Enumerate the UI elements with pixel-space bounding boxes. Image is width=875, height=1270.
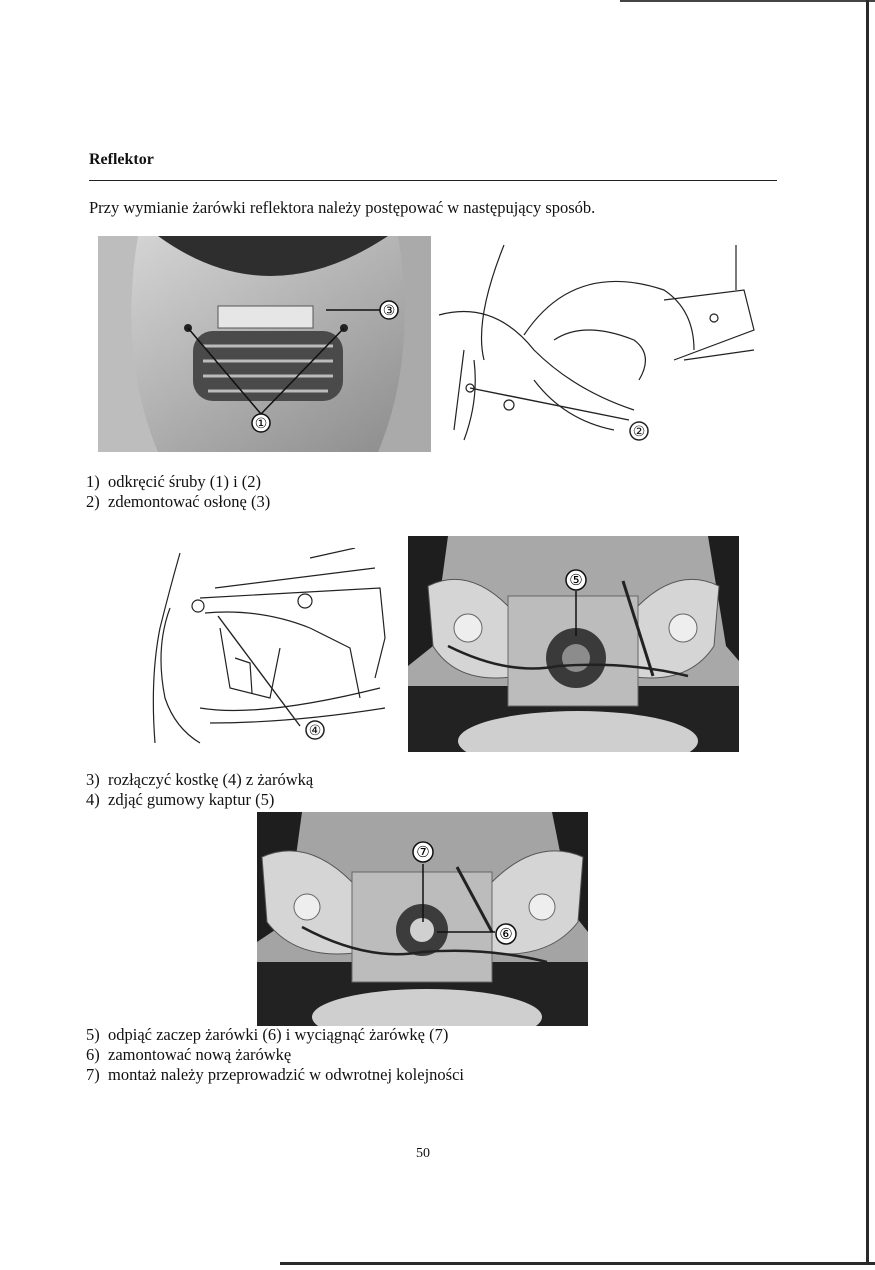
callout-2: ②	[632, 424, 646, 440]
callout-5: ⑤	[569, 571, 583, 589]
callout-3: ③	[382, 303, 396, 319]
step-5-number: 5)	[86, 1025, 100, 1044]
step-1	[86, 472, 261, 492]
figure-side-screw-drawing	[434, 240, 760, 458]
step-5	[86, 1025, 448, 1045]
figure-front-cover-photo	[98, 236, 431, 452]
figure-bulb-photo	[257, 812, 588, 1026]
step-4-number: 4)	[86, 790, 100, 809]
page-number: 50	[416, 1146, 430, 1161]
scan-edge-top	[620, 0, 875, 2]
step-7	[86, 1065, 464, 1085]
step-3-number: 3)	[86, 770, 100, 789]
heading-rule	[89, 180, 777, 181]
callout-6: ⑥	[499, 925, 513, 943]
step-3	[86, 770, 313, 790]
scan-edge-right	[866, 0, 869, 1262]
intro-text: Przy wymianie żarówki reflektora należy postępować w następujący sposób.	[89, 198, 596, 217]
step-2-number: 2)	[86, 492, 100, 511]
figure-headlight-rear-photo	[408, 536, 739, 752]
step-1-number: 1)	[86, 472, 100, 491]
section-heading: Reflektor	[89, 151, 154, 168]
figure-connector-drawing	[140, 548, 390, 753]
step-6	[86, 1045, 291, 1065]
step-7-text: montaż należy przeprowadzić w odwrotnej kolejności	[108, 1065, 464, 1084]
callout-7: ⑦	[416, 843, 430, 861]
step-6-text: zamontować nową żarówkę	[108, 1045, 292, 1064]
step-1-text: odkręcić śruby (1) i (2)	[108, 472, 262, 491]
step-4-text: zdjąć gumowy kaptur (5)	[108, 790, 275, 809]
step-7-number: 7)	[86, 1065, 100, 1084]
step-3-text: rozłączyć kostkę (4) z żarówką	[108, 770, 314, 789]
step-2	[86, 492, 270, 512]
callout-1: ①	[254, 416, 268, 432]
step-5-text: odpiąć zaczep żarówki (6) i wyciągnąć żarówkę (7)	[108, 1025, 449, 1044]
step-2-text: zdemontować osłonę (3)	[108, 492, 271, 511]
step-4	[86, 790, 274, 810]
step-6-number: 6)	[86, 1045, 100, 1064]
callout-4: ④	[308, 723, 322, 739]
scan-edge-bottom	[280, 1262, 875, 1265]
